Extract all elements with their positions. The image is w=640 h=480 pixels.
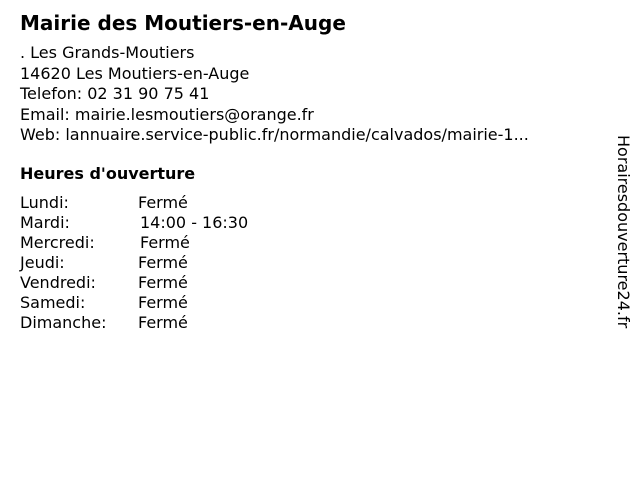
address-line-2: 14620 Les Moutiers-en-Auge (20, 63, 250, 83)
site-watermark-text: Horairesdouverture24.fr (614, 135, 633, 329)
day-label: Mardi: (20, 213, 70, 232)
day-hours: Fermé (138, 273, 188, 292)
site-watermark (611, 135, 635, 345)
day-hours: Fermé (140, 233, 190, 252)
day-label: Lundi: (20, 193, 69, 212)
day-label: Vendredi: (20, 273, 96, 292)
address-line-1: . Les Grands-Moutiers (20, 43, 195, 62)
day-label: Dimanche: (20, 313, 107, 332)
day-hours: Fermé (138, 253, 188, 272)
day-hours: Fermé (138, 293, 188, 312)
day-hours: 14:00 - 16:30 (140, 213, 249, 232)
day-hours: Fermé (138, 193, 188, 212)
day-label: Jeudi: (20, 253, 65, 272)
email-address: Email: mairie.lesmoutiers@orange.fr (20, 104, 314, 124)
page-title: Mairie des Moutiers-en-Auge (20, 11, 346, 35)
day-label: Mercredi: (20, 233, 95, 252)
website-link: Web: lannuaire.service-public.fr/normandie/calvados/mairie-1... (20, 125, 529, 144)
contact-info (20, 43, 529, 146)
day-label: Samedi: (20, 293, 86, 312)
phone-number: Telefon: 02 31 90 75 41 (20, 84, 210, 103)
day-hours: Fermé (138, 313, 188, 332)
opening-hours-heading: Heures d'ouverture (20, 164, 196, 183)
